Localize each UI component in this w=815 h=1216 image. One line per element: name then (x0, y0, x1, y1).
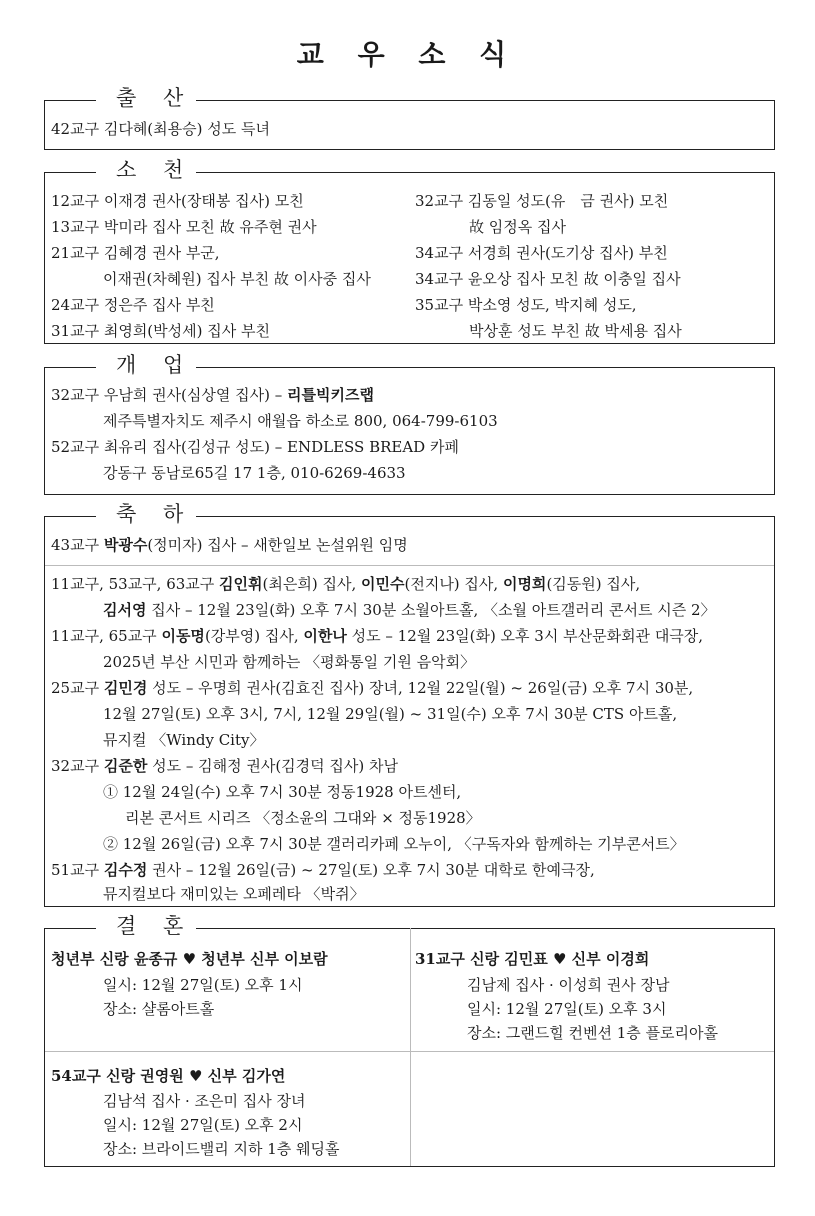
list-item: 52교구 최유리 집사(김성규 성도) – ENDLESS BREAD 카페 (51, 438, 459, 456)
list-item: 32교구 우남희 권사(심상열 집사) – 리틀빅키즈랩 (51, 386, 374, 404)
list-item: 장소: 샬롬아트홀 (103, 1000, 215, 1018)
funeral-box (44, 172, 775, 344)
list-item: 31교구 최영희(박성세) 집사 부친 (51, 322, 270, 340)
list-item: 리본 콘서트 시리즈 〈정소윤의 그대와 × 정동1928〉 (125, 809, 481, 827)
list-item: 일시: 12월 27일(토) 오후 1시 (103, 976, 303, 994)
list-item: 일시: 12월 27일(토) 오후 2시 (103, 1116, 303, 1134)
list-item: 32교구 김동일 성도(유 금 권사) 모친 (415, 192, 669, 210)
list-item: 이재권(차혜원) 집사 부친 故 이사중 집사 (103, 270, 371, 288)
divider (410, 928, 411, 1166)
opening-box (44, 367, 775, 495)
list-item: 제주특별자치도 제주시 애월읍 하소로 800, 064-799-6103 (103, 412, 498, 430)
list-item: 21교구 김혜경 권사 부군, (51, 244, 220, 262)
list-item: 故 임정옥 집사 (469, 218, 566, 236)
wedding-title: 31교구 신랑 김민표 ♥ 신부 이경희 (415, 950, 650, 968)
section-label: 결 혼 (116, 910, 193, 940)
list-item: 35교구 박소영 성도, 박지혜 성도, (415, 296, 637, 314)
list-item: ② 12월 26일(금) 오후 7시 30분 갤러리카페 오누이, 〈구독자와 함께하는 기부콘서트〉 (103, 835, 685, 853)
wedding-title: 청년부 신랑 윤종규 ♥ 청년부 신부 이보람 (51, 950, 328, 968)
page-title: 교 우 소 식 (296, 38, 519, 71)
list-item: 김서영 집사 – 12월 23일(화) 오후 7시 30분 소월아트홀, 〈소월 아트갤러리 콘서트 시즌 2〉 (103, 601, 716, 619)
list-item: 25교구 김민경 성도 – 우명희 권사(김효진 집사) 장녀, 12월 22일(월) ~ 26일(금) 오후 7시 30분, (51, 679, 694, 697)
list-item: 34교구 서경희 권사(도기상 집사) 부친 (415, 244, 668, 262)
list-item: ① 12월 24일(수) 오후 7시 30분 정동1928 아트센터, (103, 783, 462, 801)
divider (45, 565, 774, 566)
list-item: 장소: 브라이드밸리 지하 1층 웨딩홀 (103, 1140, 340, 1158)
list-item: 12월 27일(토) 오후 3시, 7시, 12월 29일(월) ~ 31일(수) 오후 7시 30분 CTS 아트홀, (103, 705, 678, 723)
wedding-box (44, 928, 775, 1167)
list-item: 12교구 이재경 권사(장태봉 집사) 모친 (51, 192, 304, 210)
list-item: 2025년 부산 시민과 함께하는 〈평화통일 기원 음악회〉 (103, 653, 476, 671)
list-item: 34교구 윤오상 집사 모친 故 이충일 집사 (415, 270, 681, 288)
list-item: 11교구, 53교구, 63교구 김인휘(최은희) 집사, 이민수(전지나) 집사, 이명희(김동원) 집사, (51, 575, 641, 593)
list-item: 김남제 집사 · 이성희 권사 장남 (467, 976, 670, 994)
list-item: 뮤지컬보다 재미있는 오페레타 〈박쥐〉 (103, 885, 365, 903)
birth-box (44, 100, 775, 150)
list-item: 24교구 정은주 집사 부친 (51, 296, 215, 314)
section-label: 개 업 (116, 349, 193, 379)
congrats-box (44, 516, 775, 907)
wedding-title: 54교구 신랑 권영원 ♥ 신부 김가연 (51, 1067, 286, 1085)
list-item: 51교구 김수정 권사 – 12월 26일(금) ~ 27일(토) 오후 7시 30분 대학로 한예극장, (51, 861, 595, 879)
list-item: 장소: 그랜드힐 컨벤션 1층 플로리아홀 (467, 1024, 719, 1042)
list-item: 43교구 박광수(정미자) 집사 – 새한일보 논설위원 임명 (51, 536, 408, 554)
list-item: 일시: 12월 27일(토) 오후 3시 (467, 1000, 667, 1018)
list-item: 김남석 집사 · 조은미 집사 장녀 (103, 1092, 306, 1110)
divider (45, 1051, 774, 1052)
list-item: 박상훈 성도 부친 故 박세용 집사 (469, 322, 682, 340)
list-item: 11교구, 65교구 이동명(강부영) 집사, 이한나 성도 – 12월 23일(화) 오후 3시 부산문화회관 대극장, (51, 627, 704, 645)
section-label: 출 산 (116, 82, 193, 112)
list-item: 13교구 박미라 집사 모친 故 유주현 권사 (51, 218, 317, 236)
list-item: 강동구 동남로65길 17 1층, 010-6269-4633 (103, 464, 406, 482)
section-label: 소 천 (116, 154, 193, 184)
section-label: 축 하 (116, 498, 193, 528)
list-item: 42교구 김다혜(최용승) 성도 득녀 (51, 120, 270, 138)
list-item: 32교구 김준한 성도 – 김해정 권사(김경덕 집사) 차남 (51, 757, 399, 775)
list-item: 뮤지컬 〈Windy City〉 (103, 731, 265, 749)
